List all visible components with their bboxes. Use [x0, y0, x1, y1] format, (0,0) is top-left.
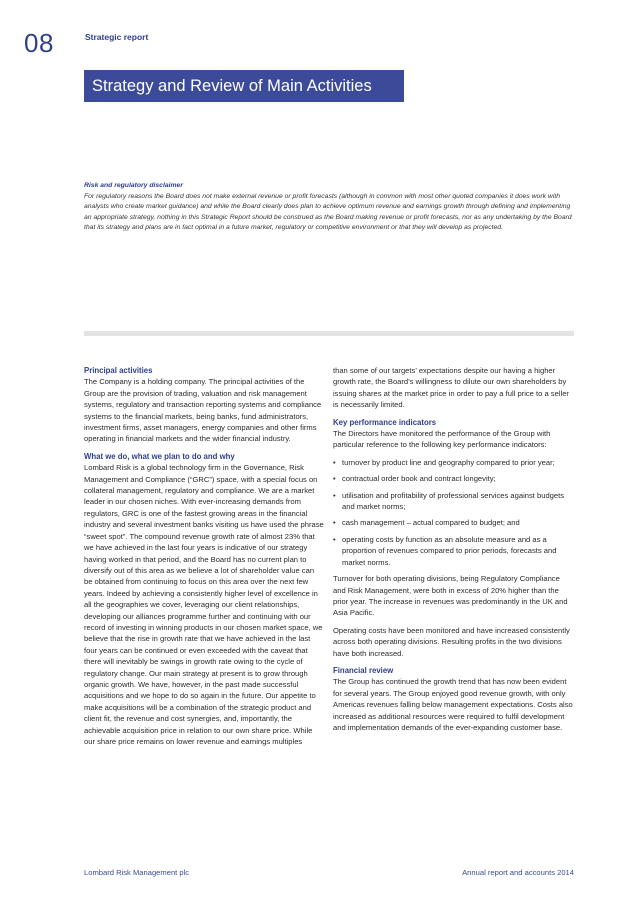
principal-activities-text: The Company is a holding company. The principal activities of the Group are the provision of trading, valuation and risk management systems, regulatory and transaction reporting systems and compliance systems to the financial markets, being banks, fund administrators, investment firms, asset managers, energy companies and other firms operating in financial markets and the wider financial industry. — [84, 377, 322, 444]
kpi-list-item — [333, 457, 573, 468]
footer-report: Annual report and accounts 2014 — [462, 868, 574, 877]
section-label: Strategic report — [85, 32, 149, 42]
kpi-intro: The Directors have monitored the performance of the Group with particular reference to the following key performance indicators: — [333, 429, 551, 450]
principal-activities-heading: Principal activities — [84, 366, 153, 375]
kpi-item-text: contractual order book and contract longevity; — [342, 474, 496, 484]
bullet-icon: • — [333, 457, 336, 467]
section-divider — [84, 331, 574, 336]
kpi-list-item — [333, 534, 573, 568]
kpi-list-item — [333, 490, 573, 513]
kpi-list-item — [333, 517, 573, 528]
disclaimer-heading: Risk and regulatory disclaimer — [84, 182, 183, 189]
page-number: 08 — [24, 28, 54, 58]
what-we-do-text: Lombard Risk is a global technology firm in the Governance, Risk Management and Compliance (“GRC”) space, with a special focus on collateral management, regulatory and compliance. We are a market leader in our chosen niches. With ever-increasing demands from regulators, GRC is one of the fastest growing areas in the financial industry and several investment banks visiting us have used the phrase “sweet spot”. The compound revenue growth rate of almost 23% that we have achieved in the last four years is indicative of our strategy having worked in that period, and the Board has no current plan to diversify out of this area as we believe a lot of shareholder value can be obtained from continuing to focus on this area over the next few years. Indeed by achieving a consistently higher level of excellence in all the geographies we cover, leveraging our client relationships, developing our alliances programme further and continuing with our record of investing in winning products in our chosen market space, we believe that the rise in growth rate that we have achieved in the last four years can be continued or even exceeded with the caveat that there will inevitably be swings in growth rate owing to the cycle of regulatory change. Our main strategy at present is to grow through organic growth. We have, however, in the past made successful acquisitions and we hope to do so again in the future. Our appetite to make acquisitions will be a combination of the strategic product and client fit, the revenue and cost synergies, and, importantly, the achievable acquisition price in relation to our own share price. While our share price remains on lower revenue and earnings multiples — [84, 463, 324, 746]
financial-review-text: The Group has continued the growth trend that has now been evident for several years. The Group enjoyed good revenue growth, with only Americas revenues falling below management expectations. Costs also increased as additional resources were required to fulfil development and implementation demands of the ever-expanding customer base. — [333, 677, 573, 732]
disclaimer-block — [84, 181, 574, 234]
kpi-item-text: operating costs by function as an absolute measure and as a proportion of revenues compared to prior periods, forecasts and market norms. — [342, 534, 557, 567]
kpi-item-text: utilisation and profitability of professional services against budgets and market norms; — [342, 490, 565, 512]
right-column — [333, 365, 573, 739]
operating-costs-text: Operating costs have been monitored and have increased consistently across both operating divisions. Resulting profits in the two divisions have both increased. — [333, 625, 570, 658]
disclaimer-text: For regulatory reasons the Board does not make external revenue or profit forecasts (although in common with most other quoted companies it does work with analysts who create market guidance) and while the Board clearly does plan to achieve optimum revenue and earnings growth through defining and implementing an appropriate strategy, nothing in this Strategic Report should be construed as the Board making revenue or profit forecasts, nor as any undertaking by the Board that its strategy and plans are in fact optimal in a future market, regulatory or competitive environment or that they will develop as projected. — [84, 192, 572, 231]
turnover-text: Turnover for both operating divisions, being Regulatory Compliance and Risk Management, were both in excess of 20% higher than the prior year. The increase in revenues was predominantly in the UK and Asia Pacific. — [333, 574, 568, 618]
kpi-item-text: turnover by product line and geography compared to prior year; — [342, 457, 555, 467]
page-title-banner: Strategy and Review of Main Activities — [84, 70, 404, 102]
continued-text: than some of our targets’ expectations despite our having a higher growth rate, the Board’s willingness to dilute our own shareholders by issuing shares at the market price in order to pay a full price to a seller is necessarily limited. — [333, 366, 569, 410]
financial-review-heading: Financial review — [333, 665, 394, 675]
what-we-do-heading: What we do, what we plan to do and why — [84, 451, 235, 461]
kpi-list-item — [333, 473, 573, 484]
footer-company: Lombard Risk Management plc — [84, 868, 190, 877]
bullet-icon: • — [333, 518, 336, 528]
bullet-icon: • — [333, 534, 336, 544]
bullet-icon: • — [333, 490, 336, 500]
left-column — [84, 365, 324, 753]
bullet-icon: • — [333, 474, 336, 484]
kpi-list — [333, 457, 573, 568]
kpi-item-text: cash management – actual compared to budget; and — [342, 518, 520, 528]
kpi-heading: Key performance indicators — [333, 417, 437, 427]
